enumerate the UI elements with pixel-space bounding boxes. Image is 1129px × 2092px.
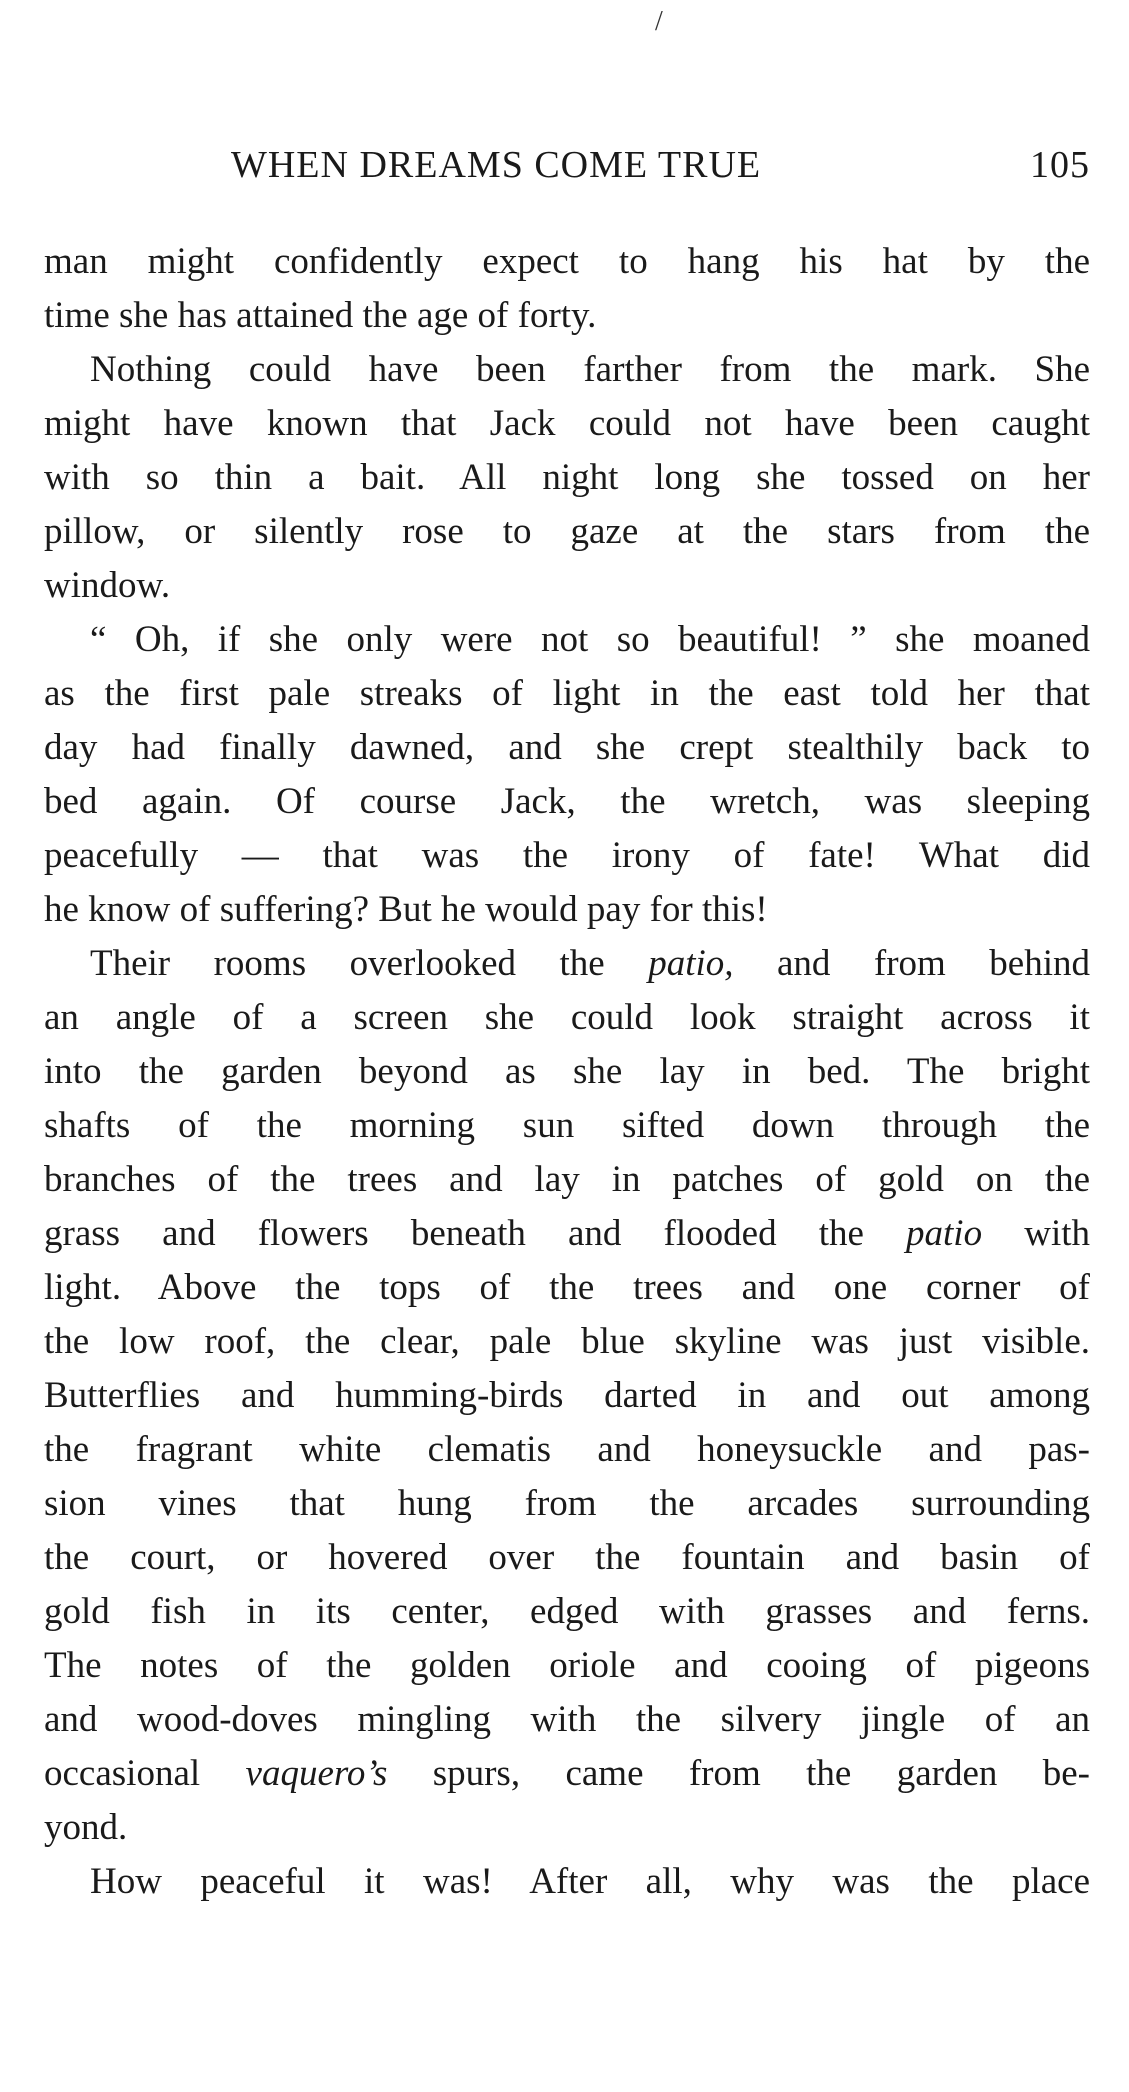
italic-word: vaquero’s xyxy=(245,1753,388,1794)
body-text xyxy=(44,235,1090,1909)
text-line: the court, or hovered over the fountain and basin of xyxy=(44,1537,1090,1578)
text-line: How peaceful it was! After all, why was the place xyxy=(90,1861,1090,1902)
text-line: sion vines that hung from the arcades surrounding xyxy=(44,1483,1090,1524)
text-line: man might confidently expect to hang his hat by the xyxy=(44,241,1090,282)
text-run: with xyxy=(982,1213,1091,1254)
text-run: occasional xyxy=(44,1753,246,1794)
text-line: gold fish in its center, edged with grasses and ferns. xyxy=(44,1591,1090,1632)
italic-word: patio, xyxy=(648,943,734,984)
text-line: branches of the trees and lay in patches of gold on the xyxy=(44,1159,1090,1200)
text-run: Their rooms overlooked the xyxy=(90,943,649,984)
text-line: bed again. Of course Jack, the wretch, was sleeping xyxy=(44,781,1090,822)
text-line: day had finally dawned, and she crept stealthily back to xyxy=(44,727,1090,768)
text-run: spurs, came from the garden be- xyxy=(387,1753,1090,1794)
text-line: with so thin a bait. All night long she tossed on her xyxy=(44,457,1090,498)
text-line: time she has attained the age of forty. xyxy=(44,295,597,336)
text-line xyxy=(44,937,1090,991)
text-line: the fragrant white clematis and honeysuckle and pas- xyxy=(44,1429,1090,1470)
running-title: WHEN DREAMS COME TRUE xyxy=(231,144,762,186)
text-line: he know of suffering? But he would pay for this! xyxy=(44,889,768,930)
text-line: pillow, or silently rose to gaze at the stars from the xyxy=(44,511,1090,552)
text-line: and wood-doves mingling with the silvery jingle of an xyxy=(44,1699,1090,1740)
print-mark: / xyxy=(655,6,663,37)
text-line: as the first pale streaks of light in the east told her that xyxy=(44,673,1090,714)
text-line: into the garden beyond as she lay in bed. The bright xyxy=(44,1051,1090,1092)
text-line: yond. xyxy=(44,1807,128,1848)
page-number: 105 xyxy=(1030,144,1090,186)
text-line: shafts of the morning sun sifted down through the xyxy=(44,1105,1090,1146)
text-line xyxy=(44,1207,1090,1261)
text-line: light. Above the tops of the trees and one corner of xyxy=(44,1267,1090,1308)
text-line: Butterflies and humming-birds darted in and out among xyxy=(44,1375,1090,1416)
text-line: Nothing could have been farther from the mark. She xyxy=(90,349,1090,390)
text-line: window. xyxy=(44,565,171,606)
text-line: The notes of the golden oriole and cooing of pigeons xyxy=(44,1645,1090,1686)
text-line: the low roof, the clear, pale blue skyline was just visible. xyxy=(44,1321,1090,1362)
text-line: an angle of a screen she could look straight across it xyxy=(44,997,1090,1038)
text-line: might have known that Jack could not have been caught xyxy=(44,403,1090,444)
text-run: grass and flowers beneath and flooded the xyxy=(44,1213,907,1254)
text-run: and from behind xyxy=(733,943,1091,984)
text-line: “ Oh, if she only were not so beautiful! ” she moaned xyxy=(90,619,1090,660)
running-head xyxy=(44,140,1090,190)
text-line xyxy=(44,1747,1090,1801)
italic-word: patio xyxy=(906,1213,983,1254)
text-line: peacefully — that was the irony of fate! What did xyxy=(44,835,1090,876)
